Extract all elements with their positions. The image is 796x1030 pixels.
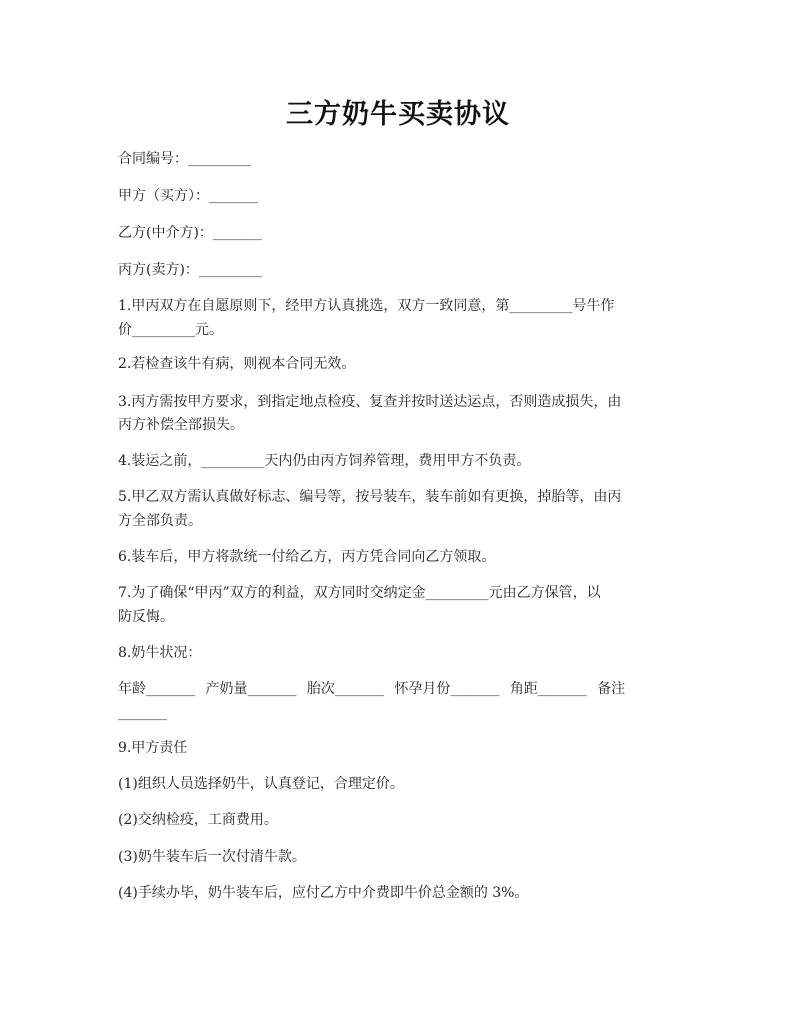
clause-5-line-2: 方全部负责。 bbox=[118, 513, 202, 529]
horn-distance-field: 角距_______ bbox=[509, 681, 587, 697]
contract-number-field: 合同编号：_________ bbox=[118, 151, 251, 167]
clause-3-line-1: 3.丙方需按甲方要求，到指定地点检疫、复查并按时送达运点，否则造成损失，由 bbox=[118, 394, 622, 410]
clause-4: 4.装运之前，_________天内仍由丙方饲养管理，费用甲方不负责。 bbox=[118, 453, 531, 469]
pregnancy-month-field: 怀孕月份_______ bbox=[394, 681, 500, 697]
clause-5-line-1: 5.甲乙双方需认真做好标志、编号等，按号装车，装车前如有更换，掉胎等，由丙 bbox=[118, 489, 622, 505]
clause-9-item-1: (1)组织人员选择奶牛，认真登记，合理定价。 bbox=[118, 776, 404, 792]
clause-9-heading: 9.甲方责任 bbox=[118, 740, 188, 756]
party-c-field: 丙方(卖方)：_________ bbox=[118, 262, 262, 278]
cattle-status-fields bbox=[118, 677, 678, 701]
remark-label: 备注 bbox=[597, 681, 626, 697]
clause-2: 2.若检查该牛有病，则视本合同无效。 bbox=[118, 356, 356, 372]
clause-1-line-2: 价_________元。 bbox=[118, 322, 223, 338]
clause-1-line-1: 1.甲丙双方在自愿原则下，经甲方认真挑选，双方一致同意，第_________号牛作 bbox=[118, 298, 615, 314]
document-title: 三方奶牛买卖协议 bbox=[286, 99, 510, 130]
clause-6: 6.装车后，甲方将款统一付给乙方，丙方凭合同向乙方领取。 bbox=[118, 549, 496, 565]
parity-field: 胎次_______ bbox=[306, 681, 384, 697]
milk-yield-field: 产奶量_______ bbox=[205, 681, 297, 697]
clause-7-line-1: 7.为了确保“甲丙”双方的利益，双方同时交纳定金_________元由乙方保管，以 bbox=[118, 585, 601, 601]
party-a-field: 甲方（买方）：_______ bbox=[118, 188, 258, 204]
age-field: 年龄_______ bbox=[118, 681, 195, 697]
clause-8-heading: 8.奶牛状况： bbox=[118, 645, 202, 661]
clause-9-item-2: (2)交纳检疫，工商费用。 bbox=[118, 812, 278, 828]
clause-9-item-4: (4)手续办毕，奶牛装车后，应付乙方中介费即牛价总金额的 3%。 bbox=[118, 885, 529, 901]
party-b-field: 乙方(中介方)：_______ bbox=[118, 225, 262, 241]
remark-blank: _______ bbox=[118, 705, 167, 721]
clause-7-line-2: 防反悔。 bbox=[118, 609, 174, 625]
clause-9-item-3: (3)奶牛装车后一次付清牛款。 bbox=[118, 849, 306, 865]
clause-3-line-2: 丙方补偿全部损失。 bbox=[118, 417, 244, 433]
